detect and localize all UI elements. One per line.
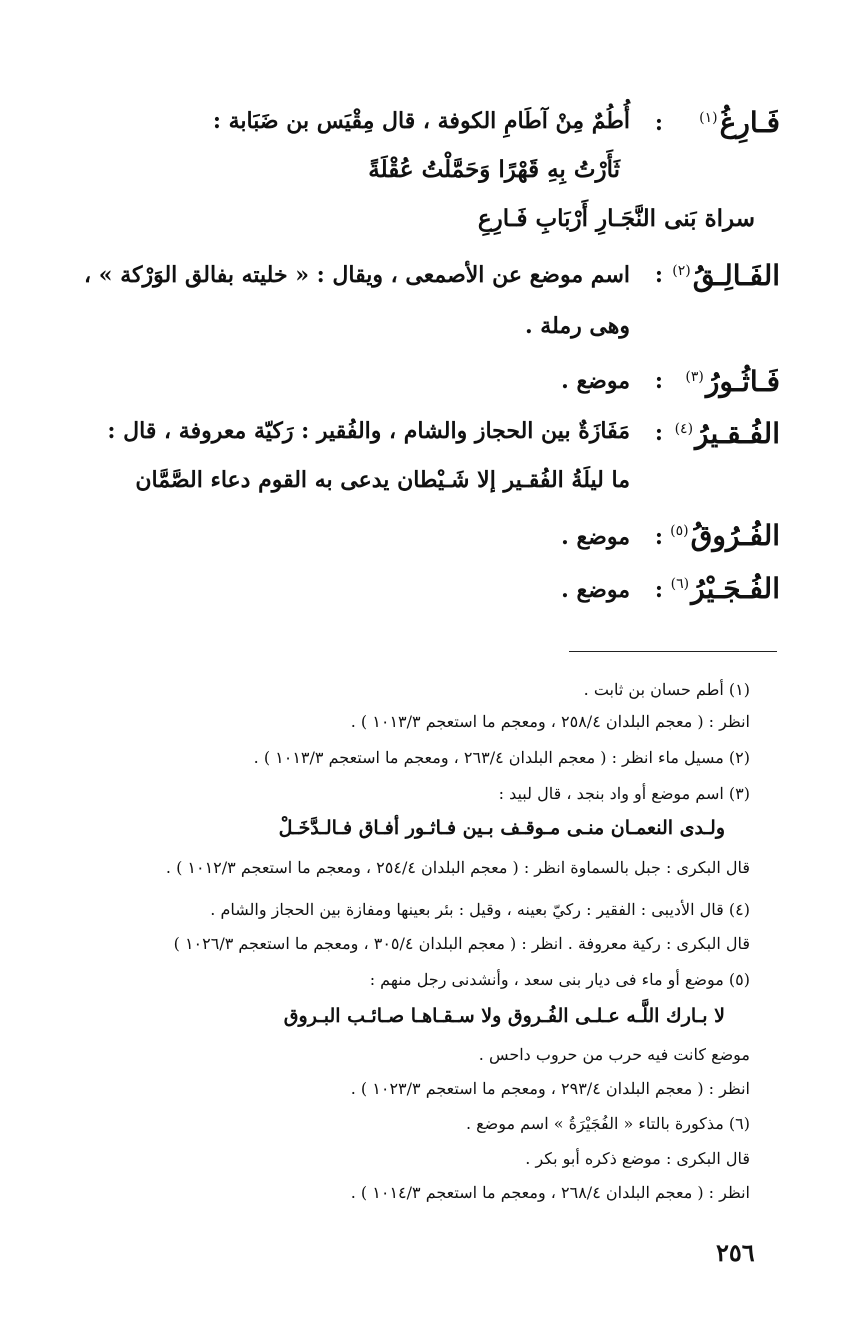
footnote-line: انظر : ( معجم البلدان ٢٩٣/٤ ، ومعجم ما استعجم ١٠٢٣/٣ ) . xyxy=(350,1079,750,1098)
headword-faliq: الفَـالِـقُ$^{(٢)}$ xyxy=(672,259,780,292)
colon: : xyxy=(654,577,663,603)
page-number: ٢٥٦ xyxy=(716,1238,755,1267)
entry-text: موضع . xyxy=(561,368,630,394)
colon: : xyxy=(654,368,663,394)
headword-fathur: فَـاثُـورُ$^{(٣)}$ xyxy=(685,365,780,398)
entry-text: مَفَازَةٌ بين الحجاز والشام ، والفُقير : رَكيّة معروفة ، قال : xyxy=(107,418,630,444)
footnote-verse: ولـدى النعمـان منـى مـوقـف بـين فـاثـور أفـاق فـالـدَّخَـلْ xyxy=(278,817,725,839)
footnote-line: قال البكرى : جبل بالسماوة انظر : ( معجم البلدان ٢٥٤/٤ ، ومعجم ما استعجم ١٠١٢/٣ ) . xyxy=(165,858,750,877)
footnote-line: انظر : ( معجم البلدان ٢٦٨/٤ ، ومعجم ما استعجم ١٠١٤/٣ ) . xyxy=(350,1183,750,1202)
entry-text: موضع . xyxy=(561,524,630,550)
poem-line-2: سراة بَنى النَّجَـارِ أَرْبَابِ فَـارِعِ xyxy=(477,205,755,232)
footnote-line: (٢) مسيل ماء انظر : ( معجم البلدان ٢٦٣/٤ ، ومعجم ما استعجم ١٠١٣/٣ ) . xyxy=(253,748,750,767)
colon: : xyxy=(654,524,663,550)
footnote-divider xyxy=(569,651,777,652)
entry-text-continued: وهى رملة . xyxy=(524,313,630,339)
entry-text: موضع . xyxy=(561,577,630,603)
footnote-line: (٦) مذكورة بالتاء « الفُجَيْرَةُ » اسم موضع . xyxy=(465,1114,750,1133)
footnote-line: قال البكرى : ركية معروفة . انظر : ( معجم البلدان ٣٠٥/٤ ، ومعجم ما استعجم ١٠٢٦/٣ ) xyxy=(173,934,750,953)
entry-text: اسم موضع عن الأصمعى ، ويقال : « خليته بفالق الوَرْكة » ، xyxy=(84,262,630,288)
footnote-line: موضع كانت فيه حرب من حروب داحس . xyxy=(478,1045,750,1064)
headword-furuq: الفُـرُوقُ$^{(٥)}$ xyxy=(670,519,780,552)
headword-fujayr: الفُـجَـيْرُ$^{(٦)}$ xyxy=(670,572,780,605)
footnote-line: (٣) اسم موضع أو واد بنجد ، قال لبيد : xyxy=(498,784,750,803)
colon: : xyxy=(654,262,663,288)
headword-fari: فَـارِغُ$^{(١)}$ xyxy=(699,106,780,139)
entry-text: أُطُمٌ مِنْ آطَامِ الكوفة ، قال مِقْيَس بن ضَبَابة : xyxy=(212,108,630,134)
colon: : xyxy=(654,110,663,136)
footnote-line: قال البكرى : موضع ذكره أبو بكر . xyxy=(525,1149,750,1168)
footnote-line: (١) أطم حسان بن ثابت . xyxy=(583,680,750,699)
footnote-line: (٤) قال الأديبى : الفقير : ركيّ بعينه ، وقيل : بئر بعينها ومفازة بين الحجاز والشام . xyxy=(210,900,750,919)
footnote-verse: لا بـارك اللَّـه عـلـى الفُـروق ولا سـقـاهـا صـائـب البـروق xyxy=(283,1005,725,1027)
headword-fuqayr: الفُـقـيرُ$^{(٤)}$ xyxy=(674,417,780,450)
poem-line-1: ثَأَرْتُ بِهِ قَهْرًا وَحَمَّلْتُ عُقْلَةً xyxy=(368,156,620,183)
entry-verse: ما ليلَةُ الفُقـير إلا شَـيْطان يدعى به القوم دعاء الصَّمَّان xyxy=(135,467,630,493)
footnote-line: (٥) موضع أو ماء فى ديار بنى سعد ، وأنشدنى رجل منهم : xyxy=(369,970,750,989)
footnote-line: انظر : ( معجم البلدان ٢٥٨/٤ ، ومعجم ما استعجم ١٠١٣/٣ ) . xyxy=(350,712,750,731)
colon: : xyxy=(654,420,663,446)
